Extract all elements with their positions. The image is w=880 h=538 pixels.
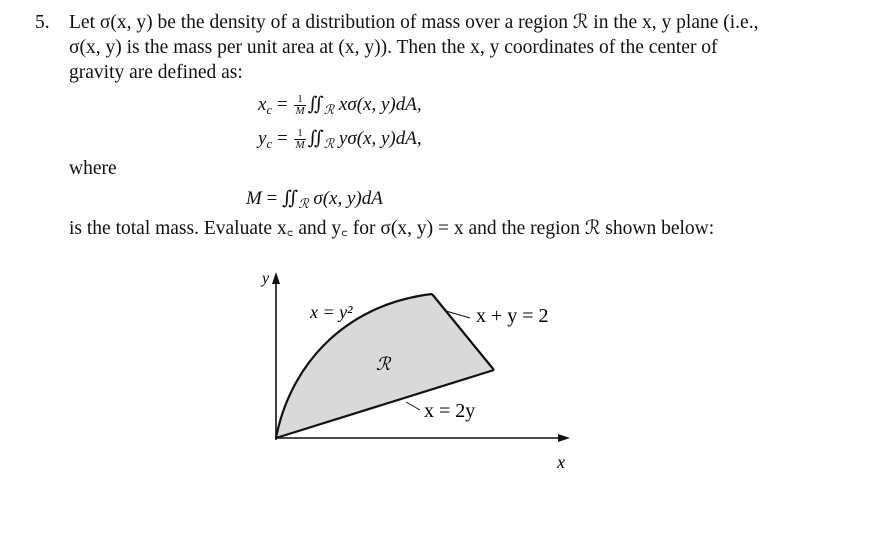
region-label: ℛ xyxy=(376,354,391,374)
x-axis-label: x xyxy=(557,452,565,472)
x-axis-arrow xyxy=(558,434,570,442)
label-leader-2 xyxy=(406,402,420,410)
eq3-equals: = xyxy=(266,188,278,209)
eq1-integrand: xσ(x, y)dA, xyxy=(338,93,422,115)
eq3-integral-sign: ∬ xyxy=(282,188,299,209)
where-text: where xyxy=(69,158,117,179)
problem-line-last: is the total mass. Evaluate x꜀ and y꜀ for σ(x, y) = x and the region ℛ shown below: xyxy=(69,218,715,239)
eq2-integral-sign: ∬ xyxy=(307,127,324,149)
problem-number: 5. xyxy=(35,12,50,33)
curve-label: x = y² xyxy=(310,302,353,322)
problem-line-2: σ(x, y) is the mass per unit area at (x, y)). Then the x, y coordinates of the center of xyxy=(69,37,718,58)
problem-line-1: Let σ(x, y) be the density of a distribution of mass over a region ℛ in the x, y plane (i.e., xyxy=(69,12,759,33)
eq2-lhs: y xyxy=(258,127,267,149)
eq1-equals: = xyxy=(276,93,288,115)
line2-label: x = 2y xyxy=(424,400,476,422)
eq2-lhs-sub: c xyxy=(266,135,273,151)
eq2-integrand: yσ(x, y)dA, xyxy=(338,127,422,149)
eq2-integral-sub: ℛ xyxy=(323,135,335,151)
eq1-lhs: x xyxy=(258,93,267,115)
problem-line-3: gravity are defined as: xyxy=(69,62,243,83)
y-axis-label: y xyxy=(262,270,270,287)
eq1-frac-den: M xyxy=(295,105,305,117)
eq1-integral-sub: ℛ xyxy=(323,101,335,117)
eq2-frac-num: 1 xyxy=(294,128,305,140)
eq2-equals: = xyxy=(276,127,288,149)
eq3-lhs: M xyxy=(246,188,262,209)
line1-label: x + y = 2 xyxy=(476,305,549,327)
eq1-integral-sign: ∬ xyxy=(307,93,324,115)
eq2-frac-den: M xyxy=(295,139,305,151)
y-axis-arrow xyxy=(272,272,280,284)
eq1-lhs-sub: c xyxy=(266,101,273,117)
eq3-integral-sub: ℛ xyxy=(298,196,309,211)
eq3-integrand: σ(x, y)dA xyxy=(313,188,383,209)
eq1-frac-num: 1 xyxy=(294,94,305,106)
